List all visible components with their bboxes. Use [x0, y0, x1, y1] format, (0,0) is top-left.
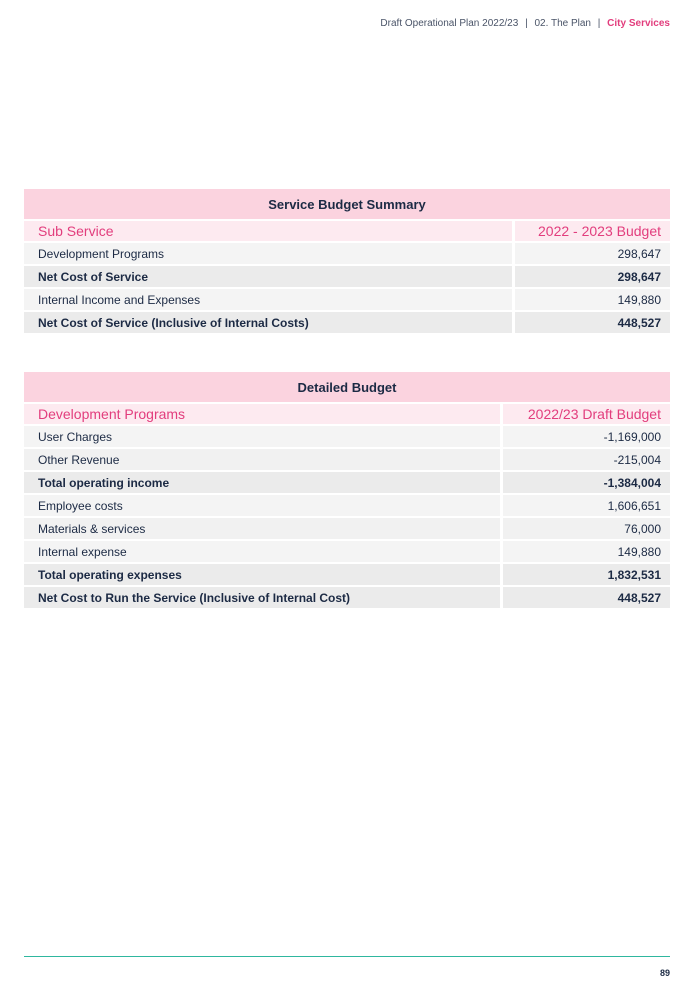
row-value: 448,527 [500, 587, 670, 608]
row-value: 1,832,531 [500, 564, 670, 585]
header-separator: | [597, 18, 601, 29]
table-row [24, 541, 670, 562]
table-row [24, 518, 670, 539]
section-name: 02. The Plan [534, 18, 591, 29]
column-header-value: 2022/23 Draft Budget [500, 404, 670, 424]
table-row [24, 289, 670, 310]
service-name: City Services [607, 18, 670, 29]
running-header [380, 18, 670, 29]
row-label: Internal Income and Expenses [24, 289, 512, 310]
column-header-value: 2022 - 2023 Budget [512, 221, 670, 241]
service-budget-summary-table [24, 187, 670, 335]
table-row [24, 449, 670, 470]
detailed-budget-table [24, 370, 670, 610]
row-label: Other Revenue [24, 449, 500, 470]
table-title: Detailed Budget [24, 372, 670, 402]
row-label: Total operating expenses [24, 564, 500, 585]
row-label: Net Cost of Service (Inclusive of Internal Costs) [24, 312, 512, 333]
row-label: Materials & services [24, 518, 500, 539]
row-value: 1,606,651 [500, 495, 670, 516]
column-header-label: Development Programs [24, 404, 500, 424]
row-value: -1,169,000 [500, 426, 670, 447]
document-title: Draft Operational Plan 2022/23 [380, 18, 519, 29]
table-row [24, 495, 670, 516]
row-label: Total operating income [24, 472, 500, 493]
footer-divider [24, 956, 670, 957]
table-title: Service Budget Summary [24, 189, 670, 219]
row-value: -215,004 [500, 449, 670, 470]
table-column-header [24, 404, 670, 424]
table-row [24, 312, 670, 333]
row-value: 298,647 [512, 243, 670, 264]
table-row [24, 564, 670, 585]
table-column-header [24, 221, 670, 241]
page-number: 89 [659, 968, 670, 978]
row-value: 149,880 [500, 541, 670, 562]
table-row [24, 243, 670, 264]
row-label: Internal expense [24, 541, 500, 562]
table-row [24, 472, 670, 493]
row-label: Employee costs [24, 495, 500, 516]
table-row [24, 266, 670, 287]
column-header-label: Sub Service [24, 221, 512, 241]
row-value: -1,384,004 [500, 472, 670, 493]
row-label: Development Programs [24, 243, 512, 264]
row-label: Net Cost to Run the Service (Inclusive of Internal Cost) [24, 587, 500, 608]
row-value: 298,647 [512, 266, 670, 287]
row-value: 149,880 [512, 289, 670, 310]
row-label: Net Cost of Service [24, 266, 512, 287]
header-separator: | [525, 18, 528, 29]
row-label: User Charges [24, 426, 500, 447]
row-value: 76,000 [500, 518, 670, 539]
table-row [24, 587, 670, 608]
table-row [24, 426, 670, 447]
row-value: 448,527 [512, 312, 670, 333]
